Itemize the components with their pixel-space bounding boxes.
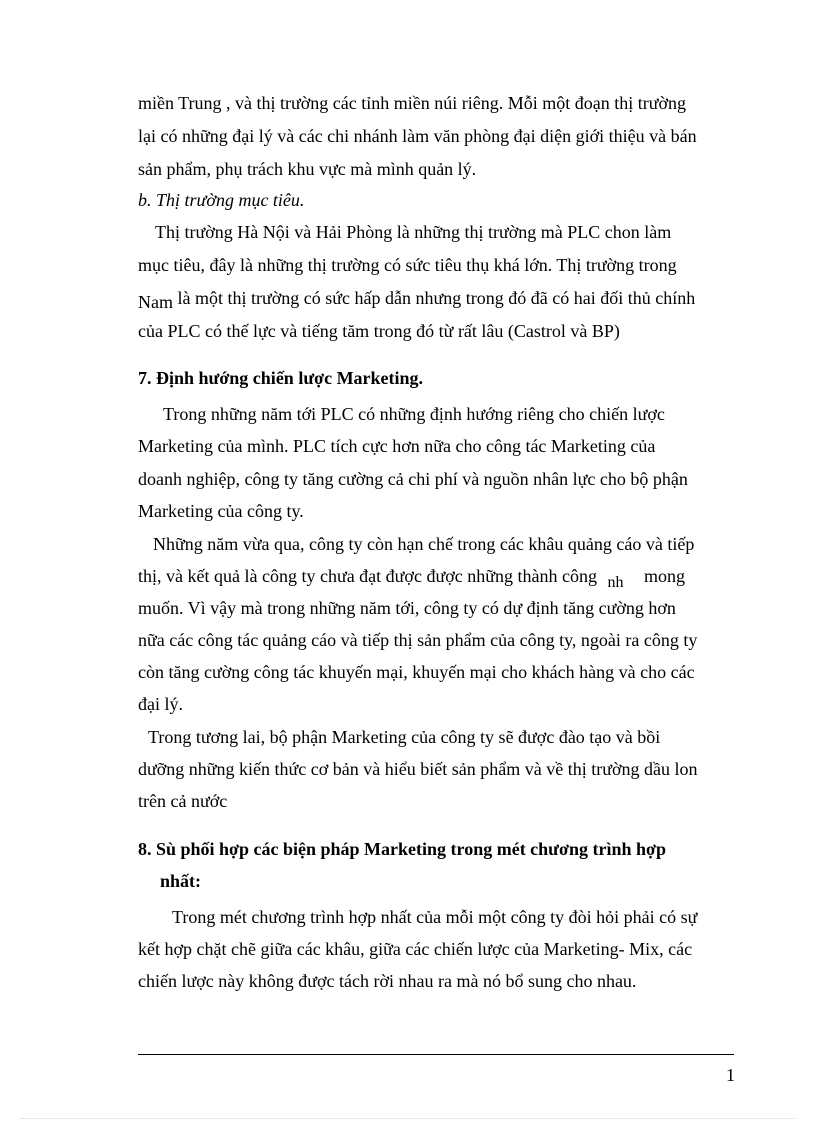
paragraph-line: sản phẩm, phụ trách khu vực mà mình quản lý.: [138, 159, 477, 179]
section-heading-7: 7. Định hướng chiến lược Marketing.: [138, 368, 424, 388]
paragraph-line: lại có những đại lý và các chi nhánh làm văn phòng đại diện giới thiệu và bán: [138, 126, 697, 146]
paragraph-line: Marketing của công ty.: [138, 501, 304, 521]
paragraph-line: [138, 564, 740, 590]
text-fragment: mong: [643, 566, 685, 586]
paragraph-line: mục tiêu, đây là những thị trường có sức tiêu thụ khá lớn. Thị trường trong: [138, 255, 677, 275]
paragraph-line: dưỡng những kiến thức cơ bản và hiểu biết sản phẩm và về thị trường dầu lon: [138, 759, 698, 779]
subsection-title: b. Thị trường mục tiêu.: [138, 190, 305, 210]
paragraph-line: Thị trường Hà Nội và Hải Phòng là những thị trường mà PLC chon làm: [155, 222, 672, 242]
paragraph-line: Marketing của mình. PLC tích cực hơn nữa cho công tác Marketing của: [138, 436, 656, 456]
paragraph-line: muốn. Vì vậy mà trong những năm tới, công ty có dự định tăng cường hơn: [138, 598, 676, 618]
text-fragment: nh: [607, 574, 624, 591]
paragraph-line: miền Trung , và thị trường các tỉnh miền núi riêng. Mỗi một đoạn thị trường: [138, 93, 686, 113]
text-fragment: là một thị trường có sức hấp dẫn nhưng trong đó đã có hai đối thủ chính: [177, 288, 696, 308]
text-fragment: Nam: [138, 292, 173, 312]
paragraph-line: trên cả nước: [138, 791, 228, 811]
paragraph-line: của PLC có thế lực và tiếng tăm trong đó từ rất lâu (Castrol và BP): [138, 321, 620, 341]
paragraph-line: kết hợp chặt chẽ giữa các khâu, giữa các chiến lược của Marketing- Mix, các: [138, 939, 693, 959]
footer-rule: [138, 1054, 734, 1055]
section-heading-8: 8. Sù phối hợp các biện pháp Marketing trong mét chương trình hợp: [138, 839, 666, 859]
paragraph-line: chiến lược này không được tách rời nhau ra mà nó bổ sung cho nhau.: [138, 971, 637, 991]
paragraph-line: nữa các công tác quảng cáo và tiếp thị sản phẩm của công ty, ngoài ra công ty: [138, 630, 698, 650]
page-edge-divider: [20, 1118, 796, 1119]
paragraph-line: Trong những năm tới PLC có những định hướng riêng cho chiến lược: [163, 404, 665, 424]
paragraph-line: Trong tương lai, bộ phận Marketing của công ty sẽ được đào tạo và bồi: [148, 727, 661, 747]
section-heading-8-continued: nhất:: [160, 871, 202, 891]
paragraph-line: đại lý.: [138, 694, 183, 714]
paragraph-line: còn tăng cường công tác khuyến mại, khuyến mại cho khách hàng và cho các: [138, 662, 695, 682]
paragraph-line: [138, 286, 740, 310]
paragraph-line: Những năm vừa qua, công ty còn hạn chế trong các khâu quảng cáo và tiếp: [153, 534, 695, 554]
page-number: 1: [726, 1065, 735, 1085]
text-fragment: thị, và kết quả là công ty chưa đạt được được những thành công: [138, 566, 597, 586]
paragraph-line: Trong mét chương trình hợp nhất của mỗi một công ty đòi hỏi phải có sự: [172, 907, 698, 927]
paragraph-line: doanh nghiệp, công ty tăng cường cả chi phí và nguồn nhân lực cho bộ phận: [138, 469, 688, 489]
